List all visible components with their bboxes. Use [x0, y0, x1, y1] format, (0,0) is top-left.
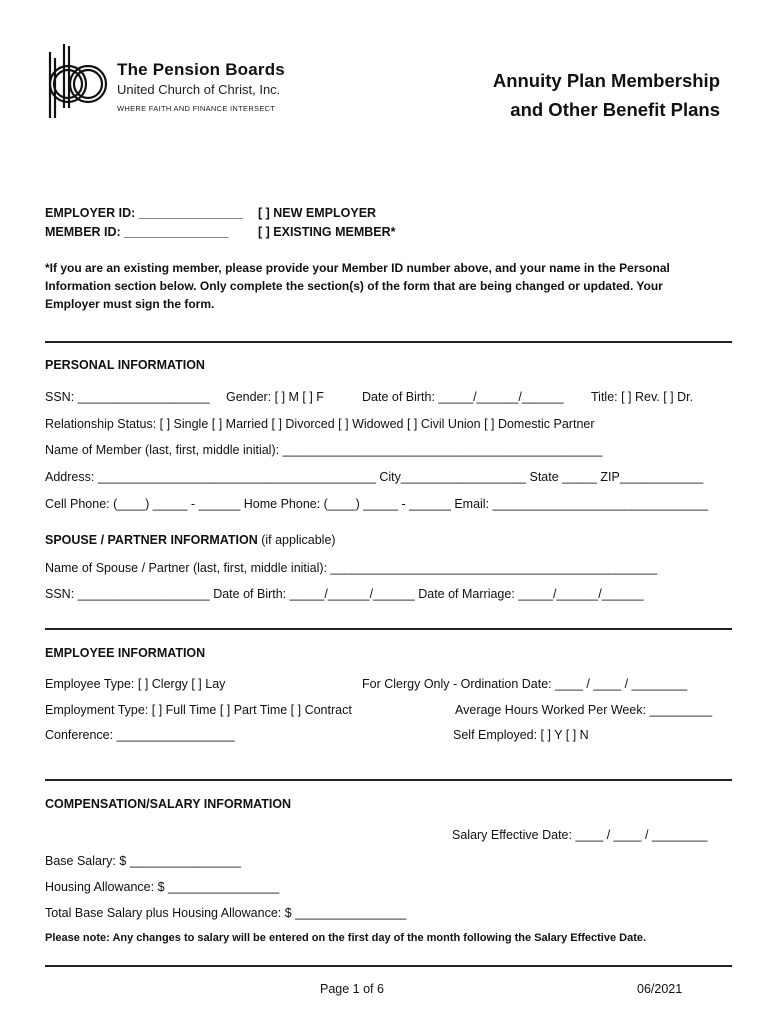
ssn-field[interactable]: SSN: ___________________ — [45, 390, 210, 404]
org-name: The Pension Boards — [117, 60, 285, 79]
spouse-heading-text: SPOUSE / PARTNER INFORMATION — [45, 533, 258, 547]
member-name-field[interactable]: Name of Member (last, first, middle initial): ______________________________________________ — [45, 443, 603, 457]
compensation-heading: COMPENSATION/SALARY INFORMATION — [45, 797, 292, 811]
spouse-heading-suffix: (if applicable) — [257, 533, 336, 547]
gender-checkboxes[interactable]: Gender: [ ] M [ ] F — [226, 390, 324, 404]
base-salary-field[interactable]: Base Salary: $ ________________ — [45, 854, 241, 868]
employee-heading: EMPLOYEE INFORMATION — [45, 646, 206, 660]
member-id-field[interactable]: MEMBER ID: _______________ — [45, 225, 229, 239]
note-line-2: Information section below. Only complete the section(s) of the form that are being changed or updated. Your — [45, 279, 663, 293]
average-hours-field[interactable]: Average Hours Worked Per Week: _________ — [455, 703, 713, 717]
total-salary-field[interactable]: Total Base Salary plus Housing Allowance: $ ________________ — [45, 906, 407, 920]
pension-boards-logo-icon — [42, 44, 110, 120]
divider — [45, 965, 732, 967]
dob-field[interactable]: Date of Birth: _____/______/______ — [362, 390, 564, 404]
self-employed-checkboxes[interactable]: Self Employed: [ ] Y [ ] N — [453, 728, 589, 742]
personal-heading: PERSONAL INFORMATION — [45, 358, 205, 372]
spouse-name-field[interactable]: Name of Spouse / Partner (last, first, middle initial): _______________________________________________ — [45, 561, 658, 575]
existing-member-checkbox[interactable]: [ ] EXISTING MEMBER* — [258, 225, 396, 239]
ordination-date-field[interactable]: For Clergy Only - Ordination Date: ____ / ____ / ________ — [362, 677, 688, 691]
org-subtitle: United Church of Christ, Inc. — [117, 82, 281, 97]
page-number: Page 1 of 6 — [320, 982, 384, 996]
divider — [45, 341, 732, 343]
employment-type-checkboxes[interactable]: Employment Type: [ ] Full Time [ ] Part Time [ ] Contract — [45, 703, 352, 717]
spouse-heading — [45, 533, 336, 547]
title-checkboxes[interactable]: Title: [ ] Rev. [ ] Dr. — [591, 390, 694, 404]
org-tagline: WHERE FAITH AND FINANCE INTERSECT — [117, 104, 276, 113]
logo — [42, 44, 110, 120]
conference-field[interactable]: Conference: _________________ — [45, 728, 235, 742]
note-line-3: Employer must sign the form. — [45, 297, 215, 311]
divider — [45, 628, 732, 630]
housing-allowance-field[interactable]: Housing Allowance: $ ________________ — [45, 880, 280, 894]
address-field[interactable]: Address: ________________________________________ City__________________ State _____ ZIP____________ — [45, 470, 704, 484]
note-line-1: *If you are an existing member, please provide your Member ID number above, and your name in the Personal — [45, 261, 670, 275]
salary-note: Please note: Any changes to salary will be entered on the first day of the month following the Salary Effective Date. — [45, 932, 647, 944]
phone-email-fields[interactable]: Cell Phone: (____) _____ - ______ Home Phone: (____) _____ - ______ Email: _______________________________ — [45, 497, 709, 511]
title-line-1: Annuity Plan Membership — [492, 70, 720, 91]
page-title — [493, 66, 720, 124]
revision-date: 06/2021 — [637, 982, 683, 996]
salary-effective-date-field[interactable]: Salary Effective Date: ____ / ____ / ________ — [452, 828, 708, 842]
relationship-status-checkboxes[interactable]: Relationship Status: [ ] Single [ ] Married [ ] Divorced [ ] Widowed [ ] Civil Union [ ] Domestic Partner — [45, 417, 595, 431]
title-line-2: and Other Benefit Plans — [510, 99, 720, 120]
new-employer-checkbox[interactable]: [ ] NEW EMPLOYER — [258, 206, 377, 220]
employer-id-field[interactable]: EMPLOYER ID: _______________ — [45, 206, 244, 220]
divider — [45, 779, 732, 781]
spouse-ssn-dates-fields[interactable]: SSN: ___________________ Date of Birth: _____/______/______ Date of Marriage: _____/______/______ — [45, 587, 644, 601]
employee-type-checkboxes[interactable]: Employee Type: [ ] Clergy [ ] Lay — [45, 677, 226, 691]
